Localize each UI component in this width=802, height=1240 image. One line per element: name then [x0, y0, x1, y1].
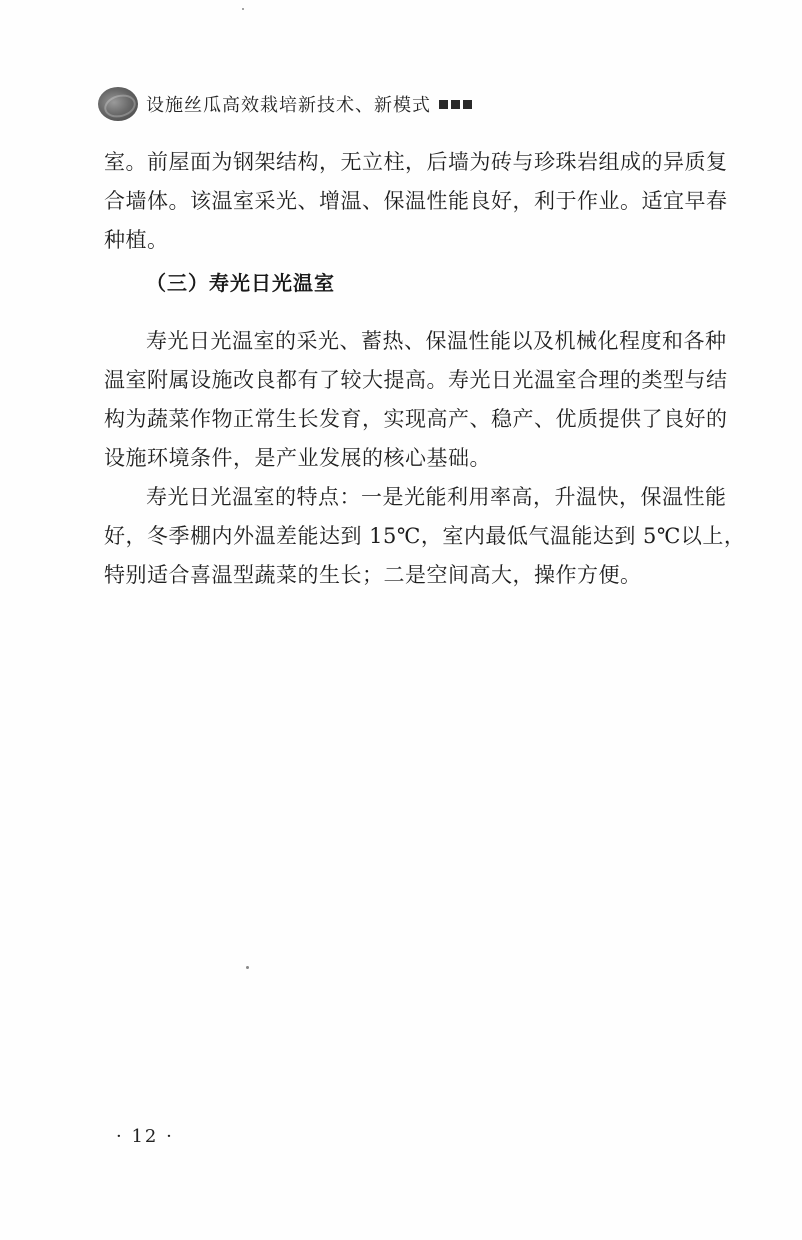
text-line: 构为蔬菜作物正常生长发育，实现高产、稳产、优质提供了良好的 [104, 407, 728, 431]
square-icon [451, 100, 460, 109]
text-line: 好，冬季棚内外温差能达到 15℃，室内最低气温能达到 5℃以上， [104, 524, 746, 548]
square-icon [463, 100, 472, 109]
text-line: 合墙体。该温室采光、增温、保温性能良好，利于作业。适宜早春 [104, 189, 728, 213]
three-black-squares-icon [439, 100, 472, 109]
page-number: · 12 · [116, 1126, 174, 1147]
text-line: 寿光日光温室的采光、蓄热、保温性能以及机械化程度和各种 [146, 329, 727, 353]
running-header [98, 86, 472, 122]
book-emblem-icon [98, 87, 138, 121]
square-icon [439, 100, 448, 109]
header-title: 设施丝瓜高效栽培新技术、新模式 [146, 95, 431, 116]
text-line: 寿光日光温室的特点：一是光能利用率高，升温快，保温性能 [146, 485, 727, 509]
paragraph-overview [104, 322, 744, 478]
text-line: 特别适合喜温型蔬菜的生长；二是空间高大，操作方便。 [104, 563, 642, 587]
text-line: 种植。 [104, 228, 169, 252]
text-line: 温室附属设施改良都有了较大提高。寿光日光温室合理的类型与结 [104, 368, 728, 392]
section-heading: （三）寿光日光温室 [146, 271, 335, 295]
scan-speck [242, 8, 244, 10]
paragraph-continuation [104, 143, 744, 260]
scan-speck [246, 966, 249, 969]
paragraph-features [104, 478, 744, 595]
text-line: 室。前屋面为钢架结构，无立柱，后墙为砖与珍珠岩组成的异质复 [104, 150, 728, 174]
text-line: 设施环境条件，是产业发展的核心基础。 [104, 446, 491, 470]
